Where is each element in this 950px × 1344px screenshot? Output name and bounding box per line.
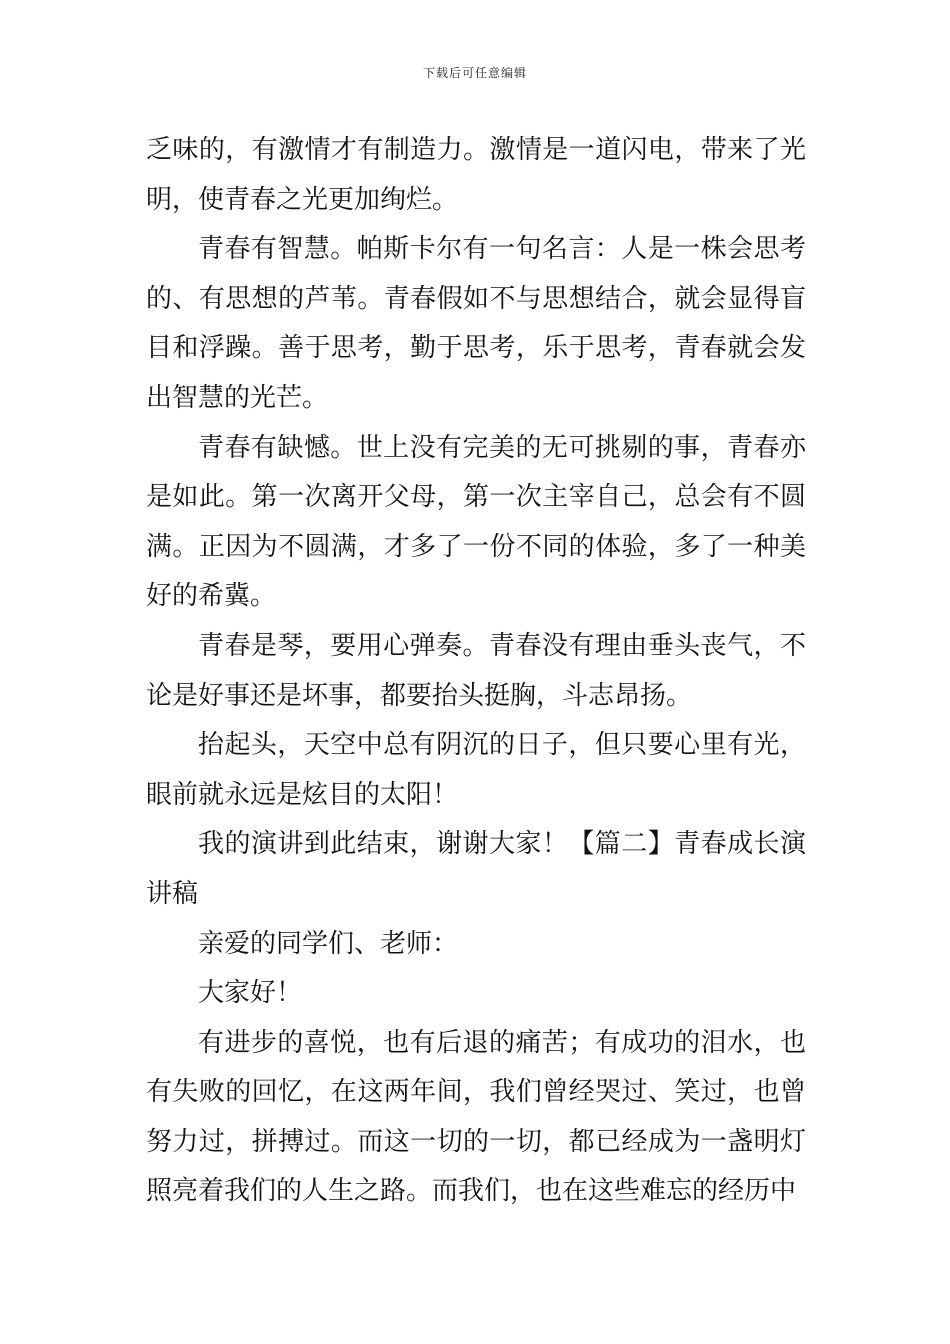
paragraph-9: 有进步的喜悦，也有后退的痛苦；有成功的泪水，也有失败的回忆，在这两年间，我们曾经哭过、笑过，也曾努力过，拼搏过。而这一切的一切，都已经成为一盏明灯照亮着我们的人生之路。而我们，也在这些难忘的经历中 — [146, 1027, 806, 1207]
document-body — [146, 126, 806, 1217]
paragraph-8: 大家好！ — [198, 978, 303, 1009]
page-header-note: 下载后可任意编辑 — [422, 66, 527, 80]
paragraph-2: 青春有智慧。帕斯卡尔有一句名言：人是一株会思考的、有思想的芦苇。青春假如不与思想结合，就会显得盲目和浮躁。善于思考，勤于思考，乐于思考，青春就会发出智慧的光芒。 — [146, 234, 806, 413]
paragraph-5: 抬起头，天空中总有阴沉的日子，但只要心里有光，眼前就永远是炫目的太阳！ — [146, 730, 806, 810]
paragraph-7: 亲爱的同学们、老师： — [198, 928, 459, 959]
paragraph-1: 乏味的，有激情才有制造力。激情是一道闪电，带来了光明，使青春之光更加绚烂。 — [146, 135, 806, 215]
paragraph-6: 我的演讲到此结束，谢谢大家！【篇二】青春成长演讲稿 — [146, 829, 806, 909]
paragraph-4: 青春是琴，要用心弹奏。青春没有理由垂头丧气，不论是好事还是坏事，都要抬头挺胸，斗志昂扬。 — [146, 630, 806, 711]
paragraph-3: 青春有缺憾。世上没有完美的无可挑剔的事，青春亦是如此。第一次离开父母，第一次主宰自己，总会有不圆满。正因为不圆满，才多了一份不同的体验，多了一种美好的希冀。 — [146, 432, 806, 612]
